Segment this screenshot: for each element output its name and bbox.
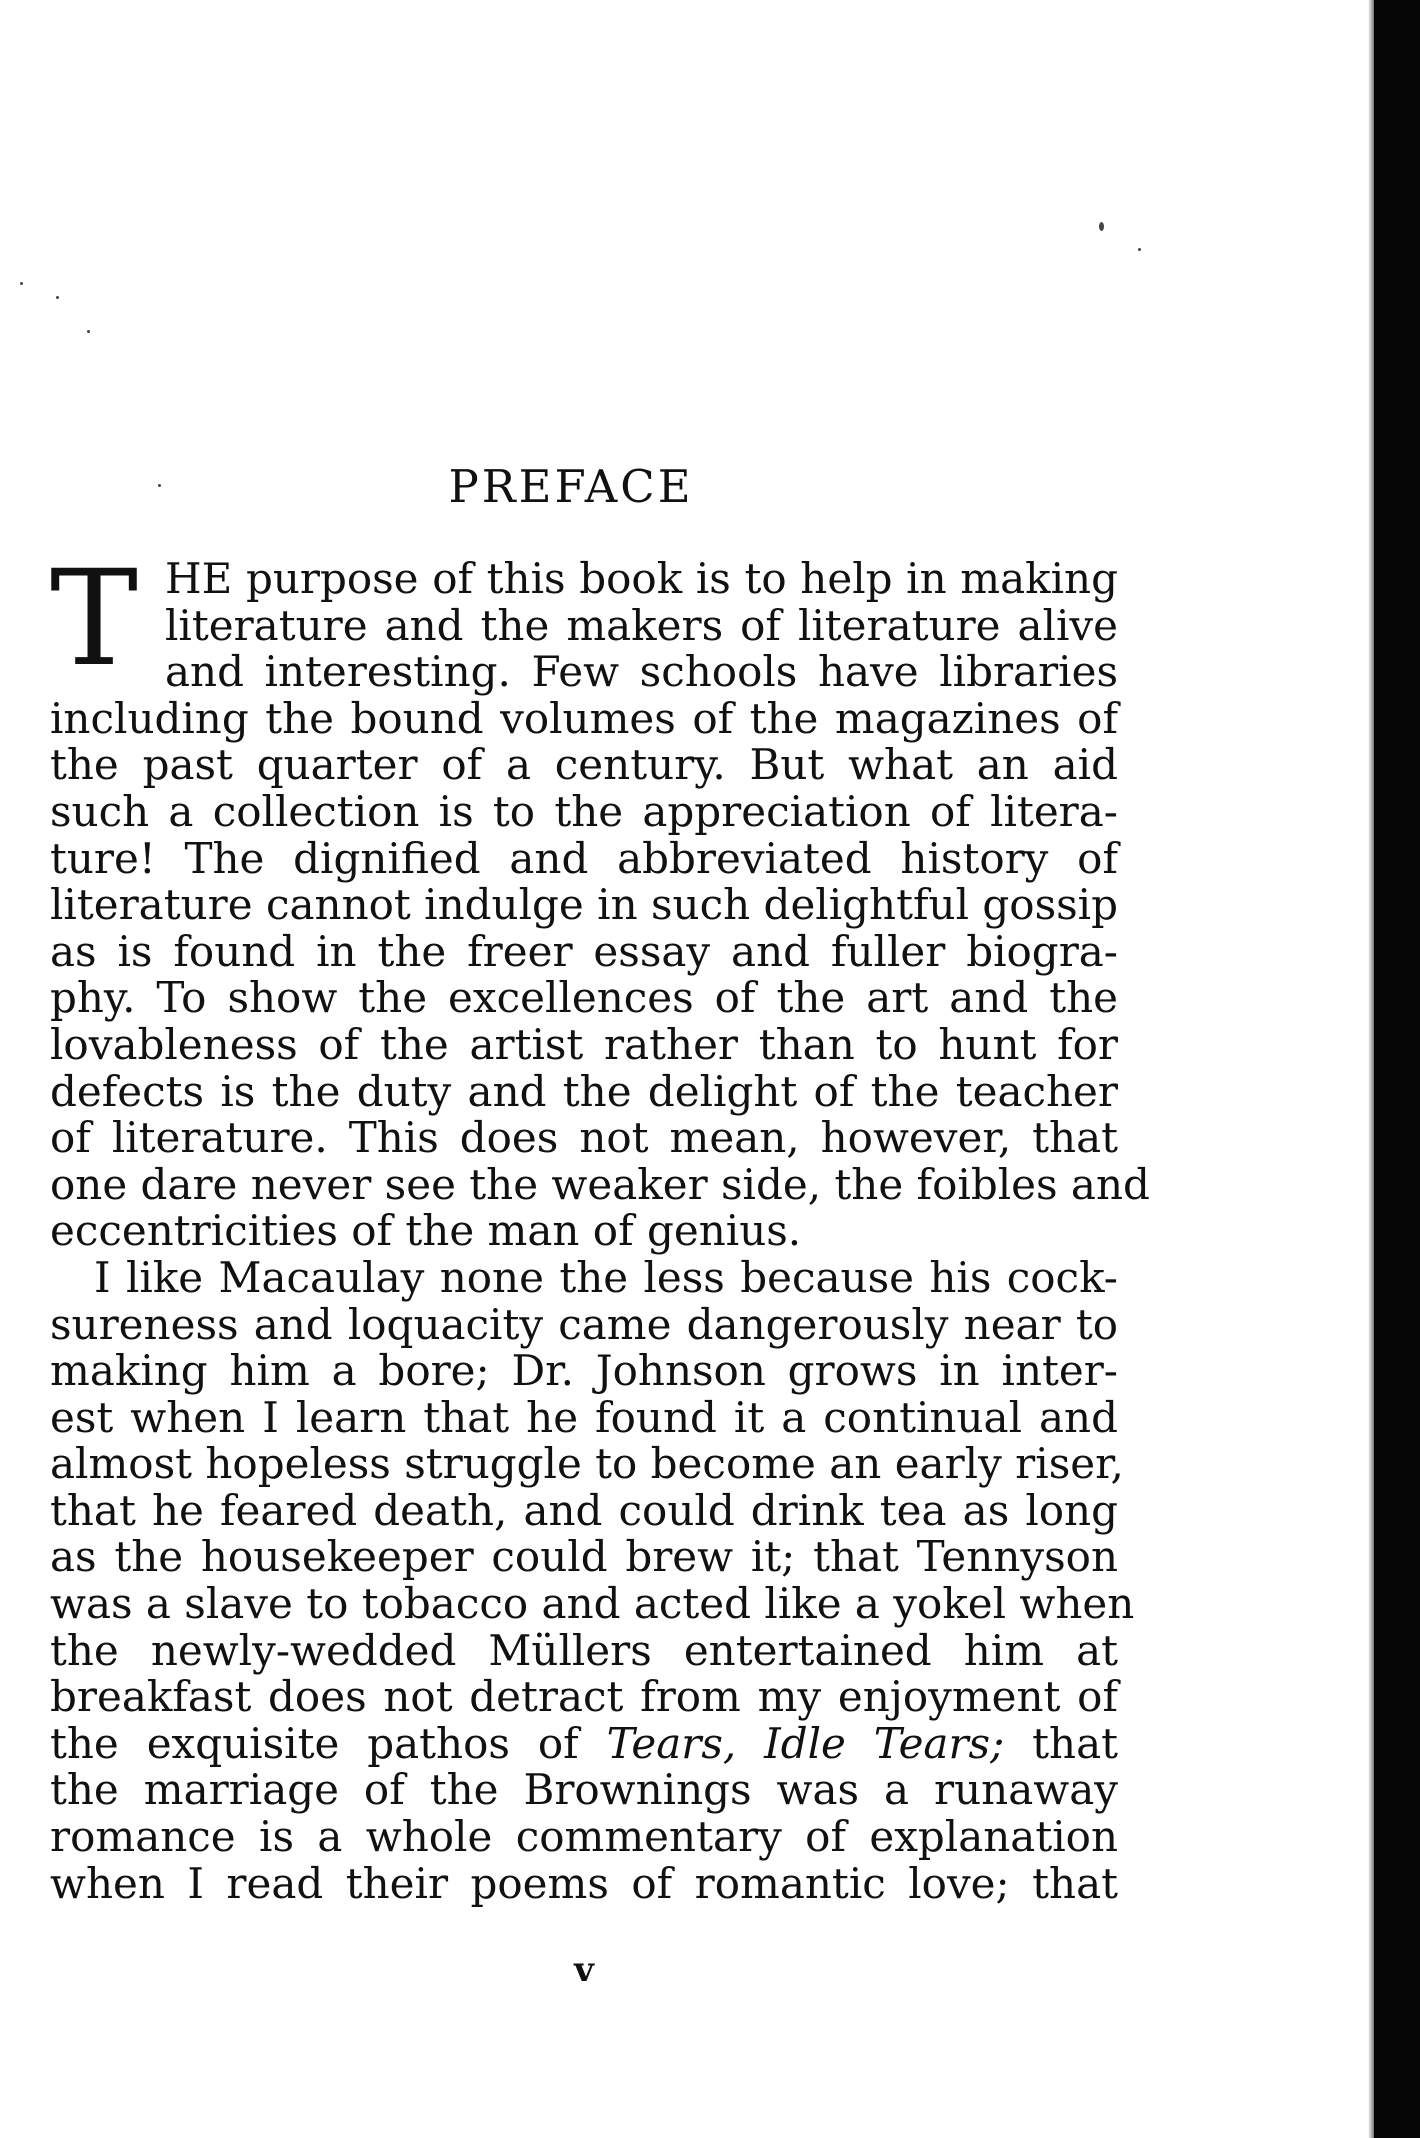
text-line: including the bound volumes of the magazines of [50, 693, 1118, 743]
paragraph-2-continued [50, 1767, 1118, 1907]
text-line: as the housekeeper could brew it; that Tennyson [50, 1532, 1118, 1582]
text-line: of literature. This does not mean, however, that [50, 1113, 1118, 1163]
scan-speck [56, 296, 59, 299]
text-line: was a slave to tobacco and acted like a yokel when [50, 1579, 1135, 1629]
scan-speck [1099, 222, 1104, 231]
text-line-pathos: the exquisite pathos of Tears, Idle Tears; that [50, 1718, 1119, 1768]
text-line: as is found in the freer essay and fuller biogra- [50, 926, 1118, 976]
text-line: the past quarter of a century. But what an aid [50, 740, 1118, 790]
text-line: and interesting. Few schools have libraries [165, 647, 1118, 697]
text-line: phy. To show the excellences of the art and the [50, 973, 1118, 1023]
poem-title: Tears, Idle Tears; [606, 1718, 1005, 1768]
scan-speck [1138, 248, 1141, 251]
text-line: I like Macaulay none the less because his cock- [94, 1252, 1118, 1302]
text-line: literature and the makers of literature alive [165, 600, 1118, 650]
page-edge-binding [1374, 0, 1420, 2138]
page-title: PREFACE [448, 460, 694, 513]
text-line: romance is a whole commentary of explanation [50, 1812, 1118, 1862]
text-line: when I read their poems of romantic love; that [50, 1858, 1118, 1908]
text-line: making him a bore; Dr. Johnson grows in inter- [50, 1346, 1118, 1396]
text-line: that he feared death, and could drink tea as long [50, 1485, 1118, 1535]
text-line: the newly-wedded Müllers entertained him at [50, 1625, 1118, 1675]
scan-speck [87, 330, 90, 333]
text-line: est when I learn that he found it a continual and [50, 1392, 1118, 1442]
drop-cap: T [50, 542, 139, 696]
preface-body [50, 542, 1150, 1908]
text-line: the marriage of the Brownings was a runaway [50, 1765, 1118, 1815]
text-line: such a collection is to the appreciation of litera- [50, 786, 1118, 836]
text-line: defects is the duty and the delight of the teacher [50, 1066, 1118, 1116]
text-line: one dare never see the weaker side, the foibles and [50, 1159, 1150, 1209]
paragraph-1 [50, 542, 1150, 1256]
text-line: lovableness of the artist rather than to hunt for [50, 1019, 1118, 1069]
text-line: literature cannot indulge in such delightful gossip [50, 880, 1118, 930]
text-line: breakfast does not detract from my enjoyment of [50, 1672, 1118, 1722]
text-line: sureness and loquacity came dangerously near to [50, 1299, 1118, 1349]
text-line: HE purpose of this book is to help in making [165, 554, 1118, 603]
paragraph-2 [50, 1252, 1135, 1722]
page-number: v [574, 1950, 594, 1990]
scan-speck [20, 282, 23, 285]
text-line: ture! The dignified and abbreviated history of [50, 833, 1118, 883]
text-line: eccentricities of the man of genius. [50, 1206, 802, 1256]
text-line: almost hopeless struggle to become an early riser, [50, 1439, 1124, 1489]
